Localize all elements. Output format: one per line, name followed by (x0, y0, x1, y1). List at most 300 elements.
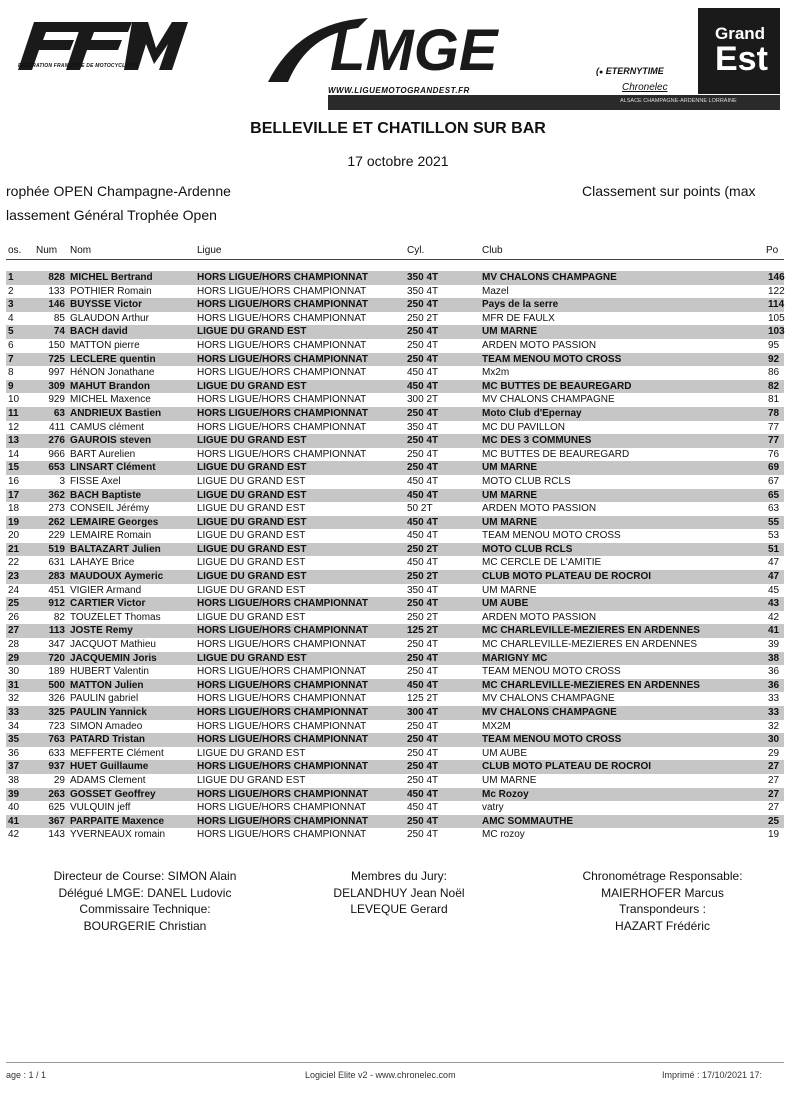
table-row (6, 720, 784, 734)
table-row (6, 298, 784, 312)
cell-club: TEAM MENOU MOTO CROSS (482, 530, 621, 542)
cell-club: MV CHALONS CHAMPAGNE (482, 707, 617, 718)
cell-cyl: 450 4T (407, 802, 439, 814)
cell-num: 146 (48, 299, 65, 311)
cell-ligue: HORS LIGUE/HORS CHAMPIONNAT (197, 707, 368, 718)
table-row (6, 584, 784, 598)
cell-ligue: HORS LIGUE/HORS CHAMPIONNAT (197, 272, 368, 283)
cell-points: 30 (768, 734, 780, 746)
cell-cyl: 300 4T (407, 707, 439, 718)
cell-club: MC CERCLE DE L'AMITIE (482, 557, 602, 569)
cell-pos: 40 (8, 802, 20, 814)
cell-cyl: 125 2T (407, 693, 439, 705)
cell-club: ARDEN MOTO PASSION (482, 339, 597, 351)
cell-name: MICHEL Maxence (70, 394, 151, 406)
cell-club: UM MARNE (482, 584, 537, 596)
table-row (6, 815, 784, 829)
cell-name: BALTAZART Julien (70, 543, 161, 555)
cell-ligue: HORS LIGUE/HORS CHAMPIONNAT (197, 598, 368, 610)
cell-cyl: 450 4T (407, 516, 439, 528)
cell-cyl: 250 2T (407, 571, 439, 583)
cell-club: MC DU PAVILLON (482, 421, 565, 433)
cell-ligue: HORS LIGUE/HORS CHAMPIONNAT (197, 421, 367, 433)
timing-name: MAIERHOFER Marcus (601, 885, 724, 900)
cell-points: 27 (768, 774, 780, 786)
cell-club: MV CHALONS CHAMPAGNE (482, 272, 617, 283)
cell-pos: 9 (8, 380, 14, 392)
cell-name: PATARD Tristan (70, 734, 146, 746)
chronelec-logo: Chronelec (622, 82, 668, 93)
table-row (6, 475, 784, 489)
cell-num: 451 (48, 584, 65, 596)
cell-pos: 27 (8, 625, 20, 637)
cell-club: Mc Rozoy (482, 788, 529, 800)
footer-officials (20, 868, 270, 934)
cell-num: 229 (48, 530, 65, 542)
cell-pos: 17 (8, 489, 20, 501)
cell-name: LEMAIRE Georges (70, 516, 159, 528)
cell-pos: 42 (8, 829, 20, 841)
table-row (6, 393, 784, 407)
technical-commissioner-label: Commissaire Technique: (79, 902, 211, 916)
cell-pos: 30 (8, 666, 20, 678)
cell-points: 146 (768, 272, 785, 283)
results-table (6, 271, 784, 842)
cell-points: 27 (768, 802, 780, 814)
grand-est-subtitle: ALSACE CHAMPAGNE-ARDENNE LORRAINE (620, 98, 737, 104)
cell-num: 309 (48, 380, 65, 392)
cell-ligue: LIGUE DU GRAND EST (197, 503, 306, 515)
cell-ligue: HORS LIGUE/HORS CHAMPIONNAT (197, 679, 368, 691)
cell-pos: 14 (8, 448, 20, 460)
cell-name: BART Aurelien (70, 448, 136, 460)
cell-num: 326 (48, 693, 65, 705)
cell-club: MC rozoy (482, 829, 525, 841)
cell-num: 82 (53, 611, 65, 623)
event-title: BELLEVILLE ET CHATILLON SUR BAR (250, 120, 546, 137)
cell-cyl: 450 4T (407, 557, 439, 569)
table-row (6, 679, 784, 693)
cell-name: CAMUS clément (70, 421, 144, 433)
cell-club: TEAM MENOU MOTO CROSS (482, 734, 622, 746)
cell-ligue: LIGUE DU GRAND EST (197, 543, 307, 555)
cell-ligue: LIGUE DU GRAND EST (197, 462, 307, 474)
cell-ligue: HORS LIGUE/HORS CHAMPIONNAT (197, 761, 368, 773)
cell-pos: 7 (8, 353, 14, 365)
cell-cyl: 250 4T (407, 326, 439, 338)
table-row (6, 747, 784, 761)
table-row (6, 774, 784, 788)
cell-cyl: 450 4T (407, 679, 439, 691)
cell-points: 33 (768, 693, 780, 705)
table-row (6, 665, 784, 679)
cell-ligue: LIGUE DU GRAND EST (197, 530, 306, 542)
cell-name: MEFFERTE Clément (70, 747, 164, 759)
cell-points: 63 (768, 503, 780, 515)
jury-member-1: DELANDHUY Jean Noël (333, 885, 465, 900)
cell-pos: 39 (8, 788, 20, 800)
cell-name: BACH Baptiste (70, 489, 142, 501)
cell-name: SIMON Amadeo (70, 720, 143, 732)
cell-ligue: LIGUE DU GRAND EST (197, 652, 307, 664)
cell-points: 67 (768, 475, 780, 487)
cell-pos: 5 (8, 326, 14, 338)
cell-ligue: HORS LIGUE/HORS CHAMPIONNAT (197, 394, 367, 406)
cell-pos: 3 (8, 299, 14, 311)
timing-label: Chronométrage Responsable: (582, 869, 743, 883)
technical-commissioner-name: BOURGERIE Christian (83, 918, 207, 933)
cell-cyl: 250 4T (407, 339, 439, 351)
cell-pos: 16 (8, 475, 20, 487)
cell-points: 47 (768, 557, 780, 569)
grand-est-text-1: Grand (715, 24, 766, 43)
cell-ligue: LIGUE DU GRAND EST (197, 475, 306, 487)
cell-cyl: 250 4T (407, 720, 439, 732)
cell-name: BUYSSE Victor (70, 299, 143, 311)
cell-name: GLAUDON Arthur (70, 312, 149, 324)
table-row (6, 543, 784, 557)
cell-pos: 34 (8, 720, 20, 732)
cell-pos: 22 (8, 557, 20, 569)
cell-name: LECLERE quentin (70, 353, 156, 365)
cell-club: Mx2m (482, 367, 510, 379)
table-row (6, 339, 784, 353)
cell-name: MATTON pierre (70, 339, 140, 351)
header-cyl: Cyl. (407, 245, 425, 256)
cell-ligue: LIGUE DU GRAND EST (197, 747, 306, 759)
cell-points: 47 (768, 571, 780, 583)
cell-club: MOTO CLUB RCLS (482, 543, 573, 555)
cell-num: 500 (48, 679, 65, 691)
cell-ligue: HORS LIGUE/HORS CHAMPIONNAT (197, 829, 367, 841)
cell-name: HUET Guillaume (70, 761, 149, 773)
cell-pos: 21 (8, 543, 20, 555)
cell-pos: 11 (8, 407, 19, 419)
cell-num: 85 (53, 312, 65, 324)
eternytime-logo: (● ETERNYTIME (596, 66, 664, 76)
cell-name: FISSE Axel (70, 475, 121, 487)
cell-club: TEAM MENOU MOTO CROSS (482, 353, 622, 365)
cell-club: UM AUBE (482, 747, 528, 759)
cell-club: MX2M (482, 720, 511, 732)
cell-cyl: 250 4T (407, 639, 439, 651)
cell-points: 92 (768, 353, 780, 365)
table-row (6, 611, 784, 625)
cell-pos: 2 (8, 285, 14, 297)
cell-points: 51 (768, 543, 780, 555)
table-row (6, 353, 784, 367)
cell-club: MC CHARLEVILLE-MEZIERES EN ARDENNES (482, 639, 698, 651)
header-ligue: Ligue (197, 245, 222, 256)
header-pts: Po (766, 245, 779, 256)
cell-club: MOTO CLUB RCLS (482, 475, 571, 487)
header-nom: Nom (70, 245, 92, 256)
cell-name: POTHIER Romain (70, 285, 152, 297)
cell-points: 36 (768, 679, 780, 691)
cell-pos: 10 (8, 394, 20, 406)
cell-club: Pays de la serre (482, 299, 559, 311)
cell-cyl: 450 4T (407, 475, 439, 487)
cell-ligue: HORS LIGUE/HORS CHAMPIONNAT (197, 666, 367, 678)
ranking-type: Classement sur points (max (582, 183, 756, 199)
header-club: Club (482, 245, 503, 256)
cell-name: MAUDOUX Aymeric (70, 571, 164, 583)
cell-name: CONSEIL Jérémy (70, 503, 150, 515)
eternytime-text: ETERNYTIME (605, 66, 664, 76)
cell-pos: 32 (8, 693, 20, 705)
cell-club: UM AUBE (482, 598, 529, 610)
table-row (6, 448, 784, 462)
cell-name: MAHUT Brandon (70, 380, 150, 392)
table-row (6, 652, 784, 666)
cell-num: 276 (48, 435, 65, 447)
cell-points: 55 (768, 516, 780, 528)
cell-pos: 26 (8, 611, 20, 623)
cell-points: 78 (768, 407, 780, 419)
cell-cyl: 125 2T (407, 625, 439, 637)
cell-points: 19 (768, 829, 780, 841)
cell-ligue: LIGUE DU GRAND EST (197, 435, 307, 447)
cell-cyl: 450 4T (407, 367, 439, 379)
cell-club: ARDEN MOTO PASSION (482, 503, 597, 515)
cell-cyl: 250 4T (407, 299, 439, 311)
cell-club: TEAM MENOU MOTO CROSS (482, 666, 621, 678)
cell-num: 143 (48, 829, 65, 841)
cell-pos: 38 (8, 774, 20, 786)
cell-ligue: LIGUE DU GRAND EST (197, 380, 307, 392)
cell-cyl: 50 2T (407, 503, 433, 515)
cell-name: VIGIER Armand (70, 584, 142, 596)
cell-points: 42 (768, 611, 780, 623)
cell-ligue: LIGUE DU GRAND EST (197, 326, 307, 338)
cell-name: TOUZELET Thomas (70, 611, 161, 623)
cell-num: 997 (48, 367, 65, 379)
cell-club: MC BUTTES DE BEAUREGARD (482, 380, 632, 392)
general-ranking-title: lassement Général Trophée Open (6, 207, 217, 223)
cell-club: MV CHALONS CHAMPAGNE (482, 394, 615, 406)
cell-num: 763 (48, 734, 65, 746)
cell-points: 77 (768, 421, 780, 433)
page-number: age : 1 / 1 (6, 1070, 47, 1080)
table-row (6, 502, 784, 516)
table-row (6, 380, 784, 394)
cell-name: CARTIER Victor (70, 598, 146, 610)
jury-label: Membres du Jury: (350, 869, 448, 883)
cell-cyl: 350 4T (407, 272, 439, 283)
cell-name: GAUROIS steven (70, 435, 152, 447)
cell-club: MC BUTTES DE BEAUREGARD (482, 448, 630, 460)
cell-cyl: 450 4T (407, 489, 439, 501)
ffm-subtitle: FEDERATION FRANÇAISE DE MOTOCYCLISME (18, 63, 139, 69)
cell-num: 929 (48, 394, 65, 406)
cell-points: 114 (768, 299, 785, 311)
cell-club: MARIGNY MC (482, 652, 548, 664)
cell-num: 912 (48, 598, 65, 610)
cell-pos: 33 (8, 707, 20, 718)
cell-points: 27 (768, 761, 780, 773)
cell-name: ANDRIEUX Bastien (70, 407, 162, 419)
lmge-url: WWW.LIGUEMOTOGRANDEST.FR (328, 86, 470, 95)
cell-name: LEMAIRE Romain (70, 530, 152, 542)
transponders-label: Transpondeurs : (619, 902, 706, 916)
cell-name: LINSART Clément (70, 462, 156, 474)
cell-num: 653 (48, 462, 65, 474)
cell-name: YVERNEAUX romain (70, 829, 166, 841)
cell-cyl: 350 4T (407, 421, 439, 433)
cell-pos: 25 (8, 598, 20, 610)
lmge-logo-text: LMGE (330, 18, 498, 83)
table-row (6, 624, 784, 638)
cell-pos: 13 (8, 435, 20, 447)
cell-ligue: LIGUE DU GRAND EST (197, 611, 306, 623)
cell-num: 633 (48, 747, 65, 759)
table-row (6, 312, 784, 326)
cell-ligue: HORS LIGUE/HORS CHAMPIONNAT (197, 734, 368, 746)
cell-name: JACQUOT Mathieu (70, 639, 156, 651)
table-row (6, 516, 784, 530)
cell-points: 95 (768, 339, 780, 351)
race-director: Directeur de Course: SIMON Alain (53, 869, 237, 883)
cell-ligue: LIGUE DU GRAND EST (197, 557, 306, 569)
cell-points: 32 (768, 720, 780, 732)
cell-pos: 8 (8, 367, 14, 379)
cell-ligue: HORS LIGUE/HORS CHAMPIONNAT (197, 407, 368, 419)
cell-name: PAULIN Yannick (70, 707, 147, 718)
cell-num: 113 (48, 625, 65, 637)
cell-points: 86 (768, 367, 780, 379)
header-divider (6, 259, 784, 260)
cell-ligue: HORS LIGUE/HORS CHAMPIONNAT (197, 353, 368, 365)
cell-cyl: 250 4T (407, 829, 439, 841)
cell-club: MV CHALONS CHAMPAGNE (482, 693, 615, 705)
cell-ligue: LIGUE DU GRAND EST (197, 571, 307, 583)
cell-ligue: LIGUE DU GRAND EST (197, 584, 306, 596)
cell-points: 82 (768, 380, 780, 392)
cell-cyl: 350 4T (407, 584, 439, 596)
cell-points: 103 (768, 326, 785, 338)
header-num: Num (36, 245, 58, 256)
cell-pos: 19 (8, 516, 20, 528)
cell-cyl: 250 4T (407, 747, 439, 759)
cell-num: 29 (53, 774, 65, 786)
cell-club: UM MARNE (482, 774, 537, 786)
cell-club: UM MARNE (482, 489, 537, 501)
cell-num: 133 (48, 285, 65, 297)
grand-est-text-2: Est (715, 40, 768, 78)
cell-cyl: 450 4T (407, 788, 439, 800)
table-row (6, 692, 784, 706)
cell-club: Moto Club d'Epernay (482, 407, 582, 419)
cell-cyl: 300 2T (407, 394, 439, 406)
cell-num: 631 (48, 557, 65, 569)
cell-points: 36 (768, 666, 780, 678)
cell-num: 189 (48, 666, 65, 678)
cell-cyl: 250 4T (407, 666, 439, 678)
cell-num: 723 (48, 720, 65, 732)
cell-pos: 18 (8, 503, 20, 515)
cell-cyl: 250 2T (407, 543, 439, 555)
lmge-logo (258, 12, 528, 84)
cell-num: 725 (48, 353, 65, 365)
table-row (6, 434, 784, 448)
table-row (6, 733, 784, 747)
cell-points: 25 (768, 815, 780, 827)
cell-club: vatry (482, 802, 504, 814)
cell-cyl: 250 4T (407, 353, 439, 365)
cell-name: GOSSET Geoffrey (70, 788, 156, 800)
cell-club: CLUB MOTO PLATEAU DE ROCROI (482, 761, 652, 773)
cell-num: 325 (48, 707, 65, 718)
cell-pos: 20 (8, 530, 20, 542)
cell-club: Mazel (482, 285, 509, 297)
cell-cyl: 250 4T (407, 774, 439, 786)
cell-ligue: LIGUE DU GRAND EST (197, 774, 306, 786)
cell-cyl: 450 4T (407, 530, 439, 542)
cell-cyl: 350 4T (407, 285, 439, 297)
cell-name: MICHEL Bertrand (70, 272, 153, 283)
table-row (6, 788, 784, 802)
event-date: 17 octobre 2021 (347, 153, 449, 169)
cell-ligue: HORS LIGUE/HORS CHAMPIONNAT (197, 448, 367, 460)
cell-points: 76 (768, 448, 780, 460)
cell-cyl: 250 4T (407, 652, 439, 664)
cell-club: MC DES 3 COMMUNES (482, 435, 592, 447)
cell-ligue: HORS LIGUE/HORS CHAMPIONNAT (197, 367, 367, 379)
cell-pos: 15 (8, 462, 20, 474)
cell-club: UM MARNE (482, 516, 537, 528)
cell-cyl: 250 4T (407, 598, 439, 610)
cell-points: 43 (768, 598, 780, 610)
cell-cyl: 250 4T (407, 435, 439, 447)
cell-ligue: HORS LIGUE/HORS CHAMPIONNAT (197, 639, 367, 651)
cell-cyl: 450 4T (407, 380, 439, 392)
table-row (6, 706, 784, 720)
cell-points: 38 (768, 652, 780, 664)
cell-num: 63 (53, 407, 65, 419)
cell-pos: 35 (8, 734, 20, 746)
cell-points: 27 (768, 788, 780, 800)
cell-ligue: HORS LIGUE/HORS CHAMPIONNAT (197, 720, 367, 732)
table-row (6, 556, 784, 570)
table-row (6, 271, 784, 285)
cell-ligue: HORS LIGUE/HORS CHAMPIONNAT (197, 802, 367, 814)
header-pos: os. (8, 245, 22, 256)
cell-club: ARDEN MOTO PASSION (482, 611, 597, 623)
cell-pos: 36 (8, 747, 20, 759)
cell-points: 81 (768, 394, 780, 406)
footer-timing (550, 868, 775, 934)
cell-name: JOSTE Remy (70, 625, 133, 637)
cell-cyl: 250 2T (407, 312, 439, 324)
cell-points: 105 (768, 312, 785, 324)
cell-points: 29 (768, 747, 780, 759)
cell-ligue: LIGUE DU GRAND EST (197, 489, 307, 501)
cell-club: MC CHARLEVILLE-MEZIERES EN ARDENNES (482, 679, 700, 691)
cell-name: JACQUEMIN Joris (70, 652, 157, 664)
cell-ligue: HORS LIGUE/HORS CHAMPIONNAT (197, 625, 368, 637)
cell-cyl: 250 4T (407, 448, 439, 460)
cell-club: CLUB MOTO PLATEAU DE ROCROI (482, 571, 652, 583)
table-row (6, 638, 784, 652)
table-row (6, 801, 784, 815)
cell-num: 828 (48, 272, 65, 283)
cell-num: 150 (48, 339, 65, 351)
cell-name: HUBERT Valentin (70, 666, 149, 678)
cell-ligue: HORS LIGUE/HORS CHAMPIONNAT (197, 693, 367, 705)
software-credit: Logiciel Elite v2 - www.chronelec.com (305, 1070, 456, 1080)
table-row (6, 461, 784, 475)
printed-date: Imprimé : 17/10/2021 17: (662, 1070, 763, 1080)
